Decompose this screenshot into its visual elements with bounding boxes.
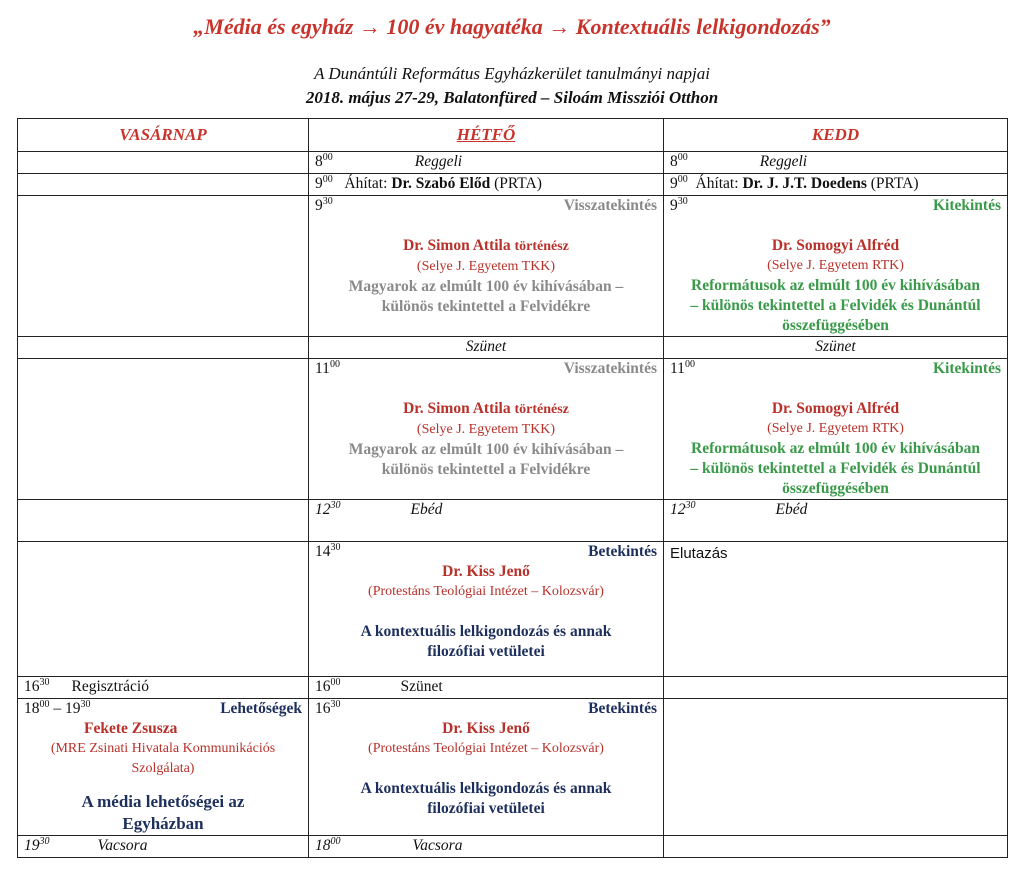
row-break1 [18, 337, 1008, 359]
mon-session3: $14^{30}$ Betekintés Dr. Kiss Jenő (Protestáns Teológiai Intézet – Kolozsvár) A kontextuális lelkigondozás és annak filozófiai vetületei [309, 542, 664, 677]
sun-session1: $18^{00} - 19^{30}$ Lehetőségek Fekete Zsusza (MRE Zsinati Hivatala Kommunikációs Szolgálata) A média lehetőségei az Egyházban [18, 699, 309, 836]
col-monday: HÉTFŐ [309, 119, 664, 152]
row-session3 [18, 542, 1008, 677]
row-session2 [18, 359, 1008, 500]
tue-breakfast: $8^{00}$ Reggeli [664, 152, 1008, 174]
mon-break2: $16^{00}$ Szünet [309, 677, 664, 699]
mon-devotion: $9^{00}$ Áhítat: Dr. Szabó Előd (PRTA) [309, 174, 664, 196]
mon-session1: $9^{30}$ Visszatekintés Dr. Simon Attila történész (Selye J. Egyetem TKK) Magyarok az elmúlt 100 év kihívásában – különös tekintettel a Felvidékre [309, 196, 664, 337]
tue-session1: $9^{30}$ Kitekintés Dr. Somogyi Alfréd (Selye J. Egyetem RTK) Reformátusok az elmúlt 100 év kihívásában – különös tekintettel a Felvidék és Dunántúl összefüggésében [664, 196, 1008, 337]
col-sunday: VASÁRNAP [18, 119, 309, 152]
schedule-table [17, 118, 1008, 858]
date-place: 2018. május 27-29, Balatonfüred – Siloám Missziói Otthon [305, 88, 719, 107]
mon-session2: $11^{00}$ Visszatekintés Dr. Simon Attila történész (Selye J. Egyetem TKK) Magyarok az elmúlt 100 év kihívásában – különös tekintettel a Felvidékre [309, 359, 664, 500]
tue-lunch: $12^{30}$ Ebéd [664, 500, 1008, 542]
sun-empty [18, 152, 309, 174]
mon-lunch: $12^{30}$ Ebéd [309, 500, 664, 542]
col-tuesday: KEDD [664, 119, 1008, 152]
sun-registration: $16^{30}$ Regisztráció [18, 677, 309, 699]
mon-break1: Szünet [309, 337, 664, 359]
row-registration [18, 677, 1008, 699]
tue-break1: Szünet [664, 337, 1008, 359]
mon-breakfast: $8^{00}$ Reggeli [309, 152, 664, 174]
header-row [18, 119, 1008, 152]
tue-session2: $11^{00}$ Kitekintés Dr. Somogyi Alfréd (Selye J. Egyetem RTK) Reformátusok az elmúlt 100 év kihívásában – különös tekintettel a Felvidék és Dunántúl összefüggésében [664, 359, 1008, 500]
sun-dinner: $19^{30}$ Vacsora [18, 836, 309, 858]
mon-session4: $16^{30}$ Betekintés Dr. Kiss Jenő (Protestáns Teológiai Intézet – Kolozsvár) A kontextuális lelkigondozás és annak filozófiai vetületei [309, 699, 664, 836]
row-dinner [18, 836, 1008, 858]
row-devotion [18, 174, 1008, 196]
row-lunch [18, 500, 1008, 542]
row-session4 [18, 699, 1008, 836]
document-title: „Média és egyház → 100 év hagyatéka → Kontextuális lelkigondozás” [193, 14, 831, 39]
tue-departure: Elutazás [664, 542, 1008, 677]
tue-devotion: $9^{00}$ Áhítat: Dr. J. J.T. Doedens (PRTA) [664, 174, 1008, 196]
document-subtitle: A Dunántúli Református Egyházkerület tanulmányi napjai [314, 64, 710, 83]
row-session1 [18, 196, 1008, 337]
mon-dinner: $18^{00}$ Vacsora [309, 836, 664, 858]
row-breakfast [18, 152, 1008, 174]
